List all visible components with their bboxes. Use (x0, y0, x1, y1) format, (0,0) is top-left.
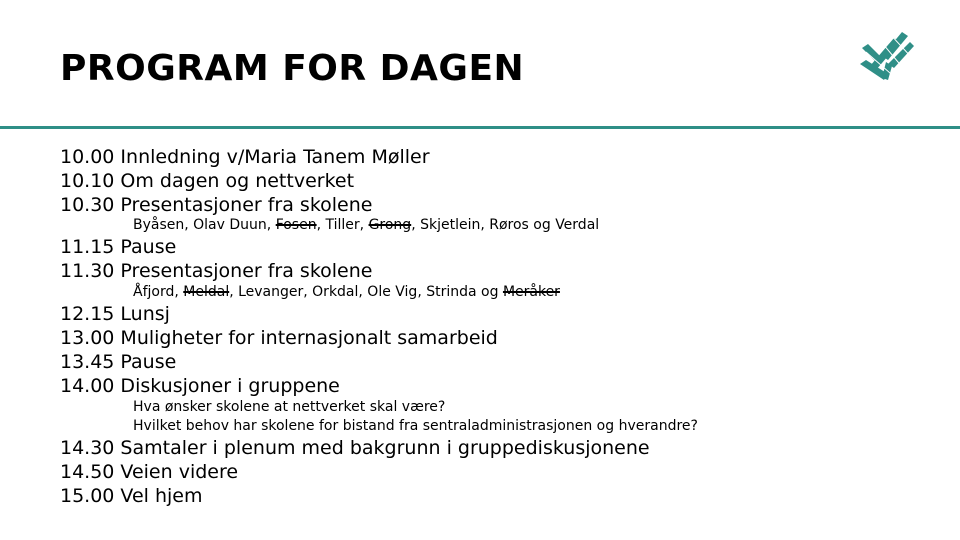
struck-school: Fosen (275, 217, 317, 233)
school-list-text: , Skjetlein, Røros og Verdal (411, 217, 600, 233)
agenda-item: 12.15 Lunsj (60, 303, 170, 325)
agenda-item: 10.30 Presentasjoner fra skolene (60, 194, 373, 216)
agenda-item: 15.00 Vel hjem (60, 485, 203, 507)
agenda-subitem: Hvilket behov har skolene for bistand fra sentraladministrasjonen og hverandre? (133, 418, 698, 434)
school-list-text: Byåsen, Olav Duun, (133, 217, 276, 233)
agenda-item: 11.30 Presentasjoner fra skolene (60, 260, 373, 282)
agenda-item: 13.00 Muligheter for internasjonalt samarbeid (60, 327, 498, 349)
agenda-item: 11.15 Pause (60, 236, 177, 258)
slide-title: PROGRAM FOR DAGEN (60, 48, 525, 89)
struck-school: Meråker (502, 284, 560, 300)
struck-school: Meldal (183, 284, 230, 300)
agenda-list (60, 145, 940, 508)
teal-star-logo-icon (858, 30, 914, 82)
agenda-subitem (60, 216, 940, 235)
agenda-item: 14.30 Samtaler i plenum med bakgrunn i gruppediskusjonene (60, 437, 650, 459)
agenda-item: 13.45 Pause (60, 351, 177, 373)
agenda-subitem: Hva ønsker skolene at nettverket skal være? (133, 399, 446, 415)
agenda-subitem (60, 283, 940, 302)
agenda-item: 14.00 Diskusjoner i gruppene (60, 375, 340, 397)
school-list-text: , Levanger, Orkdal, Ole Vig, Strinda og (229, 284, 503, 300)
agenda-item: 10.00 Innledning v/Maria Tanem Møller (60, 146, 430, 168)
agenda-item: 10.10 Om dagen og nettverket (60, 170, 355, 192)
school-list-text: Åfjord, (133, 284, 184, 300)
school-list-text: , Tiller, (316, 217, 369, 233)
title-divider (0, 126, 960, 129)
struck-school: Grong (368, 217, 412, 233)
agenda-item: 14.50 Veien videre (60, 461, 239, 483)
